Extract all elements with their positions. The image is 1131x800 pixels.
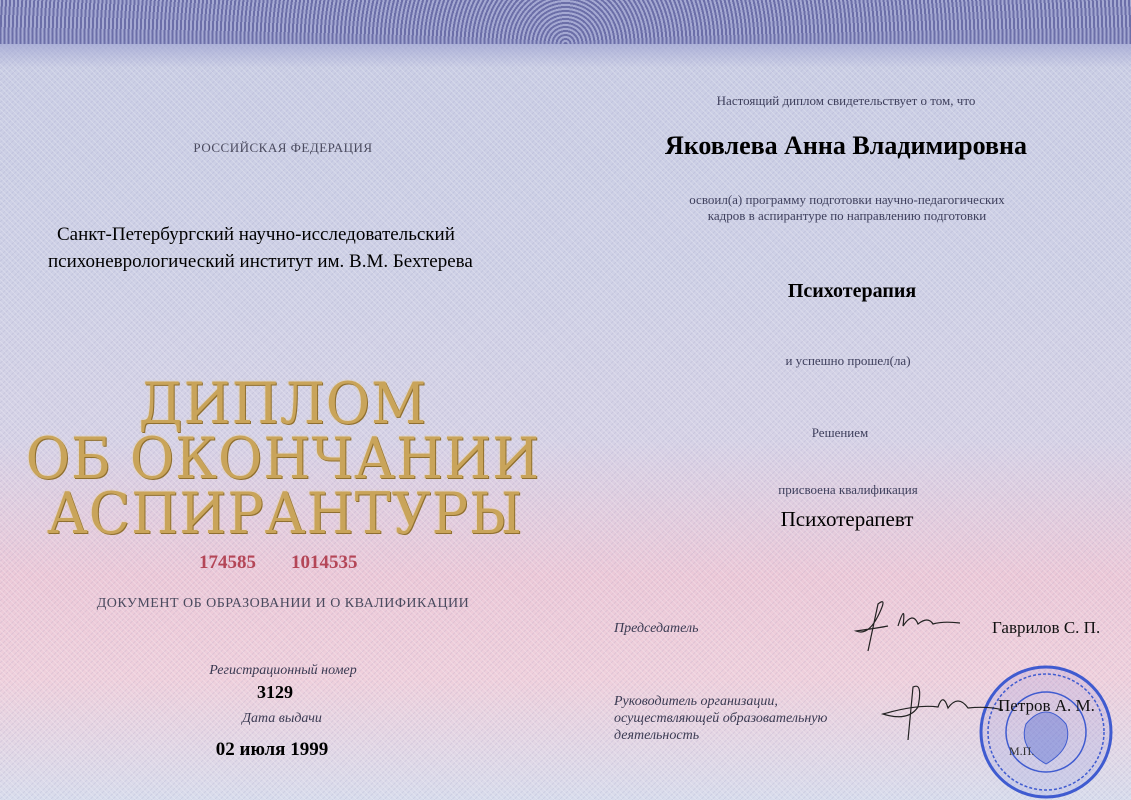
decision-text: Решением — [811, 425, 869, 440]
diploma-series: 174585 — [199, 552, 256, 573]
qualification: Психотерапевт — [780, 507, 914, 531]
head-name: Петров А. М. — [998, 696, 1095, 715]
diploma-number: 1014535 — [291, 552, 358, 573]
seal-place-label: М.П. — [1009, 744, 1035, 758]
qualification-label: присвоена квалификация — [778, 482, 918, 497]
passed-text: и успешно прошел(ла) — [785, 353, 911, 368]
head-signature — [878, 682, 1008, 744]
issue-date-label: Дата выдачи — [242, 711, 322, 726]
head-label-line2: осуществляющей образовательную — [614, 711, 828, 726]
institution-line2: психоневрологический институт им. В.М. Бехтерева — [48, 251, 473, 272]
intro-text: Настоящий диплом свидетельствует о том, что — [716, 93, 976, 108]
program-line2: кадров в аспирантуре по направлению подготовки — [707, 208, 987, 223]
issue-date: 02 июля 1999 — [215, 739, 329, 760]
chair-signature — [848, 596, 968, 656]
chair-label: Председатель — [614, 621, 699, 636]
document-type: ДОКУМЕНТ ОБ ОБРАЗОВАНИИ И О КВАЛИФИКАЦИИ — [96, 596, 470, 611]
head-label-line3: деятельность — [614, 728, 700, 743]
reg-number-label: Регистрационный номер — [209, 663, 357, 678]
chair-name: Гаврилов С. П. — [992, 618, 1101, 637]
title-line2: ОБ ОКОНЧАНИИ — [25, 425, 541, 492]
title-line3: АСПИРАНТУРЫ — [46, 480, 524, 547]
title-line1: ДИПЛОМ — [138, 370, 428, 437]
country-label: РОССИЙСКАЯ ФЕДЕРАЦИЯ — [193, 140, 373, 155]
specialty: Психотерапия — [787, 280, 917, 302]
graduate-name: Яковлева Анна Владимировна — [665, 131, 1027, 160]
border-fade — [0, 44, 1131, 68]
head-label-line1: Руководитель организации, — [614, 694, 778, 709]
guilloche-border — [0, 0, 1131, 44]
reg-number: 3129 — [257, 682, 293, 702]
program-line1: освоил(а) программу подготовки научно-педагогических — [689, 192, 1005, 207]
institution-line1: Санкт-Петербургский научно-исследовательский — [57, 224, 455, 245]
